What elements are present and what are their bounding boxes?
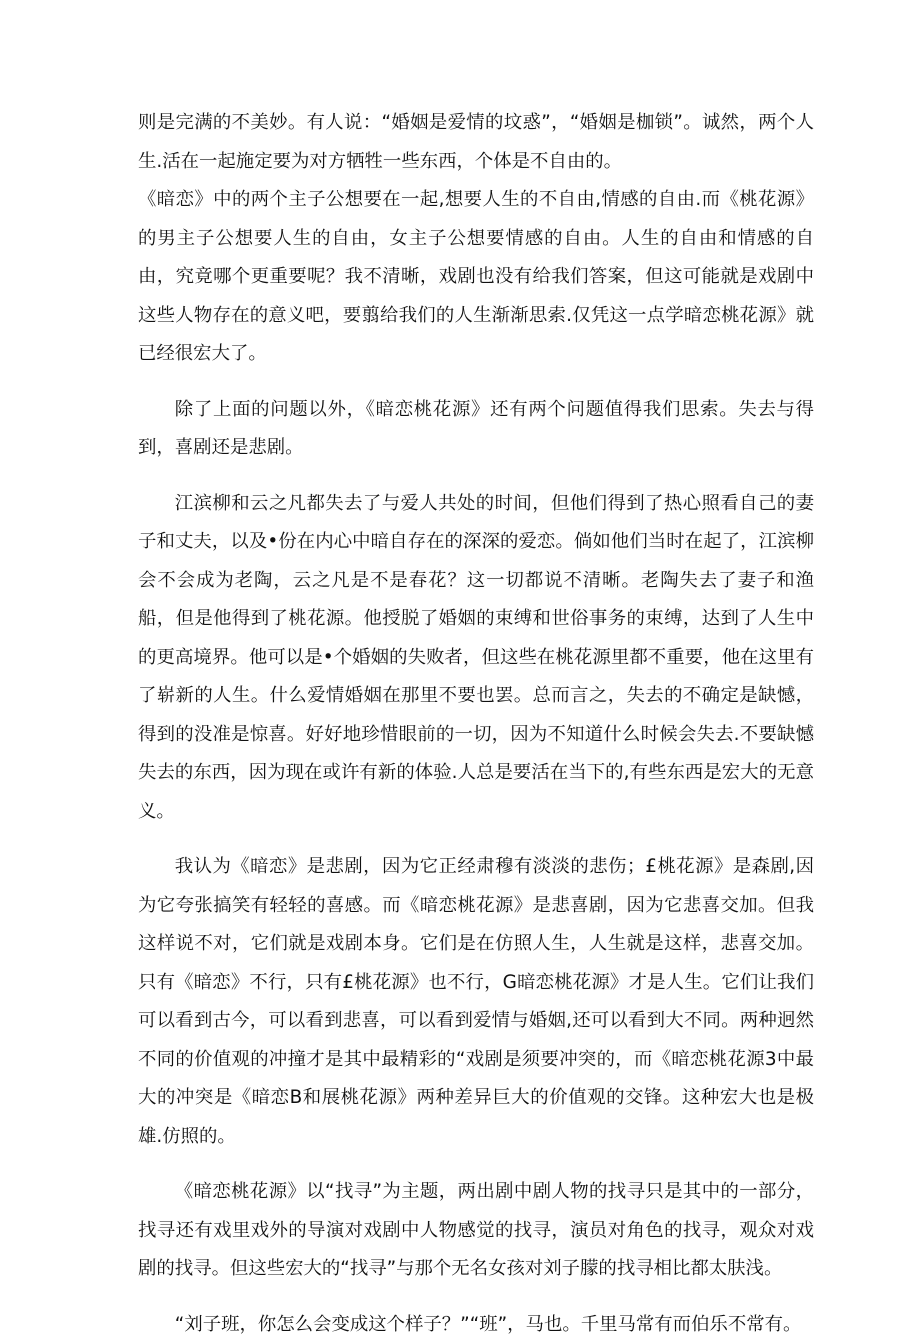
paragraph-7: “刘子班，你怎么会变成这个样子？”“班”，马也。千里马常有而伯乐不常有。 <box>138 1306 814 1344</box>
paragraph-5: 我认为《暗恋》是悲剧，因为它正经肃穆有淡淡的悲伤；£桃花源》是森剧,因为它夸张搞笑有轻轻的喜感。而《暗恋桃花源》是悲喜剧，因为它悲喜交加。但我这样说不对，它们就是戏剧本身。它们是在仿照人生，人生就是这样，悲喜交加。只有《暗恋》不行，只有£桃花源》也不行，G暗恋桃花源》才是人生。它们让我们可以看到古今，可以看到悲喜，可以看到爱情与婚姻,还可以看到大不同。两种迥然不同的价值观的冲撞才是其中最精彩的“戏剧是须要冲突的，而《暗恋桃花源3中最大的冲突是《暗恋B和展桃花源》两种差异巨大的价值观的交锋。这种宏大也是极雄.仿照的。 <box>138 848 814 1156</box>
paragraph-2: 《暗恋》中的两个主子公想要在一起,想要人生的不自由,情感的自由.而《桃花源》的男主子公想要人生的自由，女主子公想要情感的自由。人生的自由和情感的自由，究竟哪个更重要呢？我不清晰，戏剧也没有给我们答案，但这可能就是戏剧中这些人物存在的意义吧，要翦给我们的人生渐渐思索.仅凭这一点学暗恋桃花源》就已经很宏大了。 <box>138 181 814 374</box>
paragraph-3: 除了上面的问题以外，《暗恋桃花源》还有两个问题值得我们思索。失去与得到，喜剧还是悲剧。 <box>138 391 814 468</box>
document-page <box>138 104 814 1344</box>
paragraph-1: 则是完满的不美妙。有人说：“婚姻是爱情的坟惑”，“婚姻是枷锁”。诚然，两个人生.活在一起施定要为对方牺牲一些东西，个体是不自由的。 <box>138 104 814 181</box>
paragraph-4: 江滨柳和云之凡都失去了与爱人共处的时间，但他们得到了热心照看自己的妻子和丈夫，以及•份在内心中暗自存在的深深的爱恋。倘如他们当时在起了，江滨柳会不会成为老陶，云之凡是不是春花？这一切都说不清晰。老陶失去了妻子和渔船，但是他得到了桃花源。他授脱了婚姻的束缚和世俗事务的束缚，达到了人生中的更高境界。他可以是•个婚姻的失败者，但这些在桃花源里都不重要，他在这里有了崭新的人生。什么爱情婚姻在那里不要也罢。总而言之，失去的不确定是缺憾，得到的没准是惊喜。好好地珍惜眼前的一切，因为不知道什么时候会失去.不要缺憾失去的东西，因为现在或许有新的体验.人总是要活在当下的,有些东西是宏大的无意义。 <box>138 485 814 832</box>
paragraph-6: 《暗恋桃花源》以“找寻”为主题，两出剧中剧人物的找寻只是其中的一部分，找寻还有戏里戏外的导演对戏剧中人物感觉的找寻，演员对角色的找寻，观众对戏剧的找寻。但这些宏大的“找寻”与那个无名女孩对刘子朦的找寻相比都太肤浅。 <box>138 1173 814 1289</box>
